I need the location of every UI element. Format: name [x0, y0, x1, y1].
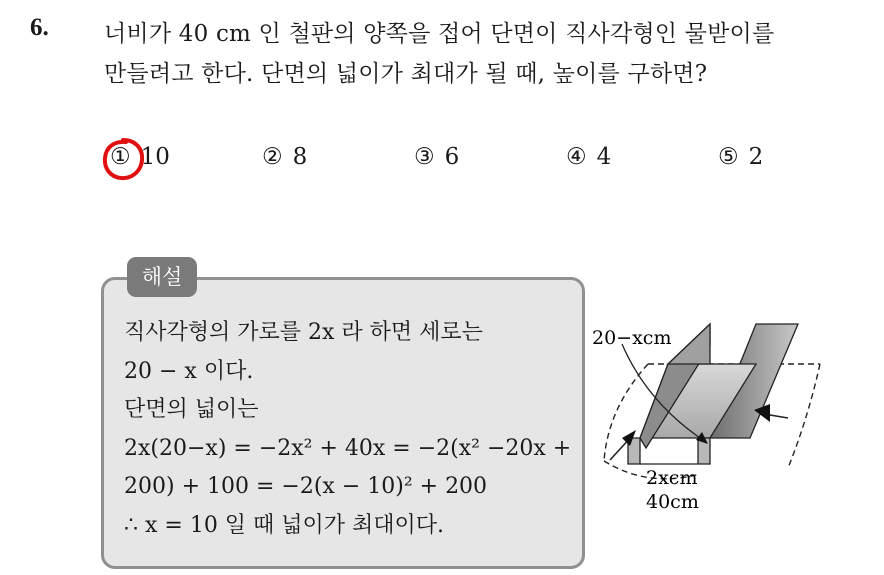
choice-4-value: 4: [596, 144, 612, 170]
solution-line-3: 단면의 넓이는: [124, 397, 259, 422]
choice-2-value: 8: [292, 144, 308, 170]
choice-5[interactable]: [718, 144, 763, 170]
choice-1-mark: ①: [110, 144, 131, 170]
choice-4[interactable]: [566, 144, 611, 170]
choice-3-value: 6: [444, 144, 460, 170]
solution-line-1: 직사각형의 가로를 2x 라 하면 세로는: [124, 320, 483, 345]
question-line-2: 만들려고 한다. 단면의 넓이가 최대가 될 때, 높이를 구하면?: [104, 61, 708, 87]
choice-1-value: 10: [140, 144, 170, 170]
gutter-figure: [588, 318, 884, 518]
question-number: 6.: [30, 14, 49, 41]
solution-line-5: 200) + 100 = −2(x − 10)² + 200: [124, 474, 488, 499]
choice-2[interactable]: [262, 144, 307, 170]
choice-3-mark: ③: [414, 144, 435, 170]
label-width: 2xcm: [646, 467, 698, 489]
solution-line-4: 2x(20−x) = −2x² + 40x = −2(x² −20x +: [124, 435, 572, 461]
choice-4-mark: ④: [566, 144, 587, 170]
choice-1[interactable]: [110, 144, 170, 170]
solution-tab: 해설: [127, 257, 197, 297]
question-text: [104, 14, 874, 94]
choice-5-mark: ⑤: [718, 144, 739, 170]
label-total: 40cm: [646, 491, 699, 513]
choice-5-value: 2: [748, 144, 764, 170]
solution-line-2: 20 − x 이다.: [124, 358, 254, 384]
solution-text: [124, 314, 571, 545]
choice-2-mark: ②: [262, 144, 283, 170]
question-line-1: 너비가 40 cm 인 철판의 양쪽을 접어 단면이 직사각형인 물받이를: [104, 21, 775, 47]
label-height: 20−xcm: [592, 327, 672, 349]
choice-3[interactable]: [414, 144, 459, 170]
left-wall-face: [668, 324, 710, 364]
solution-line-6: ∴ x = 10 일 때 넓이가 최대이다.: [124, 512, 445, 538]
